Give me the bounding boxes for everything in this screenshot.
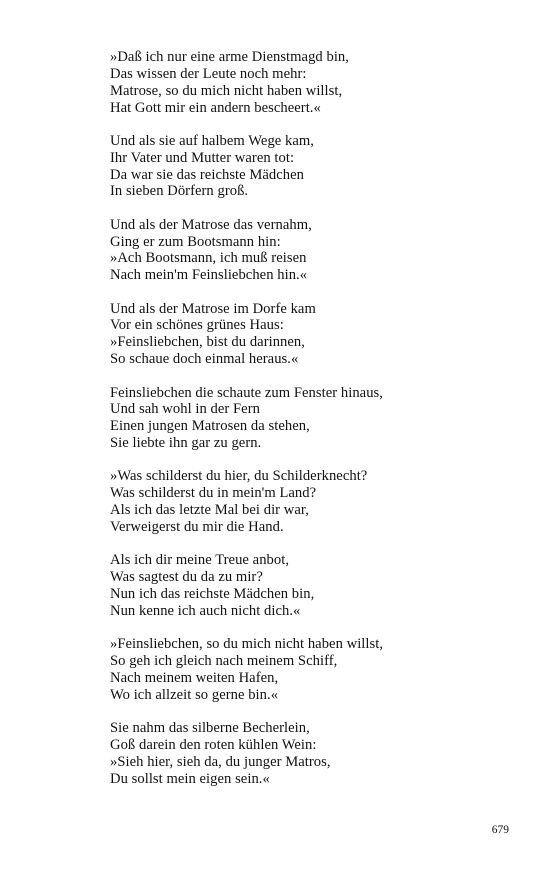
poem-line: Ging er zum Bootsmann hin: bbox=[110, 233, 281, 250]
poem-line: In sieben Dörfern groß. bbox=[110, 183, 249, 200]
poem-line: Nun ich das reichste Mädchen bin, bbox=[110, 585, 315, 602]
poem-line: Nun kenne ich auch nicht dich.« bbox=[110, 602, 301, 619]
stanza-1 bbox=[110, 49, 530, 116]
poem-line: Nach meinem weiten Hafen, bbox=[110, 669, 279, 686]
stanza-4 bbox=[110, 301, 530, 368]
stanza-2 bbox=[110, 133, 530, 200]
poem-line: Was schilderst du in mein'm Land? bbox=[110, 485, 317, 502]
poem-line: Du sollst mein eigen sein.« bbox=[110, 770, 270, 787]
poem-body bbox=[110, 49, 530, 804]
poem-line: Nach mein'm Feinsliebchen hin.« bbox=[110, 267, 308, 284]
poem-line: Und als der Matrose das vernahm, bbox=[110, 216, 312, 233]
poem-line: Einen jungen Matrosen da stehen, bbox=[110, 418, 310, 435]
stanza-9 bbox=[110, 720, 530, 787]
stanza-3 bbox=[110, 217, 530, 284]
poem-line: »Feinsliebchen, so du mich nicht haben willst, bbox=[110, 636, 384, 653]
poem-line: Was sagtest du da zu mir? bbox=[110, 569, 263, 586]
stanza-6 bbox=[110, 468, 530, 535]
stanza-8 bbox=[110, 636, 530, 703]
poem-line: »Daß ich nur eine arme Dienstmagd bin, bbox=[110, 49, 349, 65]
stanza-7 bbox=[110, 552, 530, 619]
poem-line: Vor ein schönes grünes Haus: bbox=[110, 317, 284, 334]
poem-line: Ihr Vater und Mutter waren tot: bbox=[110, 149, 295, 166]
poem-line: So geh ich gleich nach meinem Schiff, bbox=[110, 652, 338, 669]
poem-line: Feinsliebchen die schaute zum Fenster hinaus, bbox=[110, 384, 383, 401]
poem-line: Und als sie auf halbem Wege kam, bbox=[110, 132, 315, 149]
poem-line: Hat Gott mir ein andern bescheert.« bbox=[110, 99, 321, 116]
poem-line: »Sieh hier, sieh da, du junger Matros, bbox=[110, 753, 331, 770]
poem-line: Als ich das letzte Mal bei dir war, bbox=[110, 502, 309, 519]
poem-line: So schaue doch einmal heraus.« bbox=[110, 351, 299, 368]
page-number: 679 bbox=[491, 824, 509, 836]
poem-line: Sie liebte ihn gar zu gern. bbox=[110, 435, 262, 452]
poem-line: Als ich dir meine Treue anbot, bbox=[110, 552, 290, 569]
poem-line: Goß darein den roten kühlen Wein: bbox=[110, 736, 317, 753]
stanza-5 bbox=[110, 385, 530, 452]
poem-line: »Ach Bootsmann, ich muß reisen bbox=[110, 250, 307, 267]
poem-line: Und sah wohl in der Fern bbox=[110, 401, 260, 418]
poem-line: Sie nahm das silberne Becherlein, bbox=[110, 720, 310, 736]
poem-line: »Feinsliebchen, bist du darinnen, bbox=[110, 334, 305, 351]
poem-line: Verweigerst du mir die Hand. bbox=[110, 518, 284, 535]
poem-line: Da war sie das reichste Mädchen bbox=[110, 166, 305, 183]
poem-line: »Was schilderst du hier, du Schilderknecht? bbox=[110, 468, 368, 485]
poem-line: Das wissen der Leute noch mehr: bbox=[110, 65, 307, 82]
poem-line: Matrose, so du mich nicht haben willst, bbox=[110, 82, 343, 99]
poem-line: Und als der Matrose im Dorfe kam bbox=[110, 300, 316, 317]
poem-line: Wo ich allzeit so gerne bin.« bbox=[110, 686, 279, 703]
